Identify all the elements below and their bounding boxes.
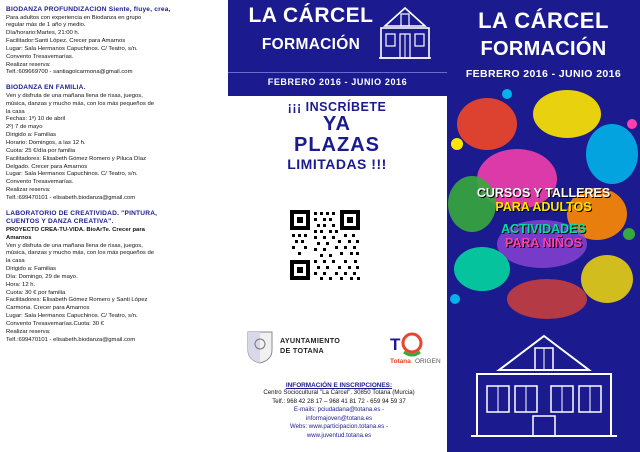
jail-building-illustration [471, 330, 617, 442]
course-line: Lugar: Sala Hermanos Capuchinos. C/ Teatro, s/n. [6, 313, 138, 320]
course-line: Facilitadores: Elisabeth Gómez Romero y Piluca Díaz [6, 155, 147, 162]
course-line: Dirigido a: Familias [6, 132, 57, 139]
course-line: Lugar: Sala Hermanos Capuchinos. C/ Teatro, s/n. [6, 171, 138, 178]
course-subtitle: CUENTOS Y DANZA CREATIVA". [6, 218, 114, 226]
course-title: BIODANZA EN FAMILIA. [6, 84, 86, 92]
course-line: Facilitadores: Elisabeth Gómez Romero y Santi López [6, 297, 148, 304]
ayuntamiento-line2: DE TOTANA [280, 345, 324, 355]
center-column [228, 0, 447, 452]
splash-line-3: PLAZAS [294, 134, 380, 156]
course-line: Lugar: Sala Hermanos Capuchinos. C/ Teatro, s/n. [6, 45, 138, 52]
center-header-subtitle: FORMACIÓN [261, 36, 361, 53]
institutional-logos [238, 330, 441, 376]
cover-subtitle: FORMACIÓN [480, 38, 607, 60]
info-line: E-mails: pciudadana@totana.es - [293, 406, 385, 414]
info-title: INFORMACIÓN E INSCRIPCIONES: [285, 382, 393, 389]
splash-line-4: LIMITADAS !!! [287, 156, 387, 172]
course-block [6, 84, 223, 202]
course-block [6, 6, 223, 77]
course-line: música, danzas y mucho más, con los más pequeños de [6, 250, 154, 257]
info-line: www.juventud.totana.es [306, 431, 372, 439]
course-line: Convento Tresavemarías. [6, 53, 74, 60]
info-line: informajoven@totana.es [305, 414, 373, 422]
course-line: Ven y disfruta de una mañana llena de risas, juegos, [6, 242, 143, 249]
course-line: 2º) 7 de mayo [6, 124, 43, 131]
course-line: la casa [6, 258, 25, 265]
course-line: Facilitador:Santi López. Crecer para Amarnos [6, 38, 126, 45]
course-title-tail: Siente, fluye, crea, [106, 6, 171, 13]
course-title-tail: "PINTURA, [119, 209, 158, 217]
course-line: Realizar reserva: [6, 328, 51, 335]
course-line: Dirigido a: Familias [6, 266, 57, 273]
course-line: Para adultos con experiencia en Biodanza en grupo [6, 14, 142, 21]
info-line: Telf.: 968 42 28 17 – 968 41 81 72 - 659 94 59 37 [272, 397, 406, 405]
course-title [6, 210, 223, 218]
cover-dates: FEBRERO 2016 - JUNIO 2016 [465, 68, 622, 80]
course-line: Telf.:699470101 - elisabeth.biodanza@gmail.com [6, 336, 136, 343]
ayuntamiento-label [280, 336, 340, 355]
splash-line-2: YA [323, 113, 351, 135]
course-line: PROYECTO CREA-TU-VIDA. BioArTe. Crecer para [6, 226, 145, 233]
info-line: Centro Sociocultural "La Cárcel". 30850 Totana (Murcia) [263, 389, 415, 396]
course-line: Realizar reserva: [6, 61, 51, 68]
totana-origen-logo-icon [390, 332, 442, 366]
course-line: la casa [6, 108, 25, 115]
svg-text:ORIGEN: ORIGEN [415, 358, 441, 365]
jail-building-icon [377, 6, 433, 64]
left-text-column [0, 0, 228, 452]
center-header-title: LA CÁRCEL [248, 4, 374, 27]
totana-coat-of-arms-icon [246, 330, 274, 364]
course-line: música, danzas y mucho más, con los más pequeños de [6, 100, 154, 107]
course-title-main: BIODANZA PROFUNDIZACION [6, 6, 107, 13]
course-line: Convento Tresavemarías.Cuota: 30 € [6, 321, 104, 327]
qr-code-icon [288, 208, 362, 282]
splash-line-1: ¡¡¡ INSCRÍBETE [287, 100, 387, 114]
cover-band-kids-line1: ACTIVIDADES [501, 222, 586, 236]
course-line: Horario: Domingos, a las 12 h. [6, 139, 86, 146]
course-title-main: LABORATORIO DE CREATIVIDAD. [6, 209, 120, 217]
info-line: Webs: www.participacion.totana.es - [289, 423, 389, 431]
course-block [6, 210, 223, 345]
cover-band-adults-line2: PARA ADULTOS [495, 200, 592, 214]
svg-text:T: T [390, 335, 401, 354]
info-box [236, 382, 442, 440]
course-line: Hora: 12 h. [6, 281, 36, 288]
ayuntamiento-line1: AYUNTAMIENTO [280, 336, 341, 345]
course-line: Cuota: 25 €/día por familia [6, 147, 76, 154]
course-line: Cuota: 30 € por familia [6, 289, 66, 296]
course-line: Convento Tresavemarías. [6, 179, 74, 186]
course-line: Fechas: 1º) 10 de abril [6, 116, 66, 123]
cover-title: LA CÁRCEL [478, 8, 609, 33]
course-line: Día: Domingo, 29 de mayo. [6, 273, 78, 280]
course-line: Amarnos [6, 234, 32, 241]
cover-band-kids-line2: PARA NIÑOS [504, 236, 583, 250]
center-header-dates: FEBRERO 2016 - JUNIO 2016 [228, 72, 447, 91]
course-line: Delgado. Crecer para Amarnos [6, 163, 88, 170]
course-line: Carmona. Crecer para Amarnos [6, 305, 90, 312]
svg-text:Totana: Totana [390, 358, 411, 365]
cover-band-adults [447, 186, 640, 214]
course-title [6, 6, 223, 14]
inscribete-splash [234, 100, 440, 210]
cover-band-kids [447, 222, 640, 250]
course-line: Telf.:609669700 - santiagolcarmona@gmail.com [6, 69, 133, 76]
course-line: regular más de 1 año y medio. [6, 22, 86, 29]
course-line: Día/horario:Martes, 21:00 h. [6, 30, 80, 37]
course-line: Ven y disfruta de una mañana llena de risas, juegos, [6, 92, 143, 99]
center-header [228, 0, 447, 96]
course-line: Realizar reserva: [6, 187, 51, 194]
cover-panel [447, 0, 640, 452]
course-line: Telf.:699470101 - elisabeth.biodanza@gmail.com [6, 194, 136, 201]
cover-band-adults-line1: CURSOS Y TALLERES [476, 186, 611, 200]
